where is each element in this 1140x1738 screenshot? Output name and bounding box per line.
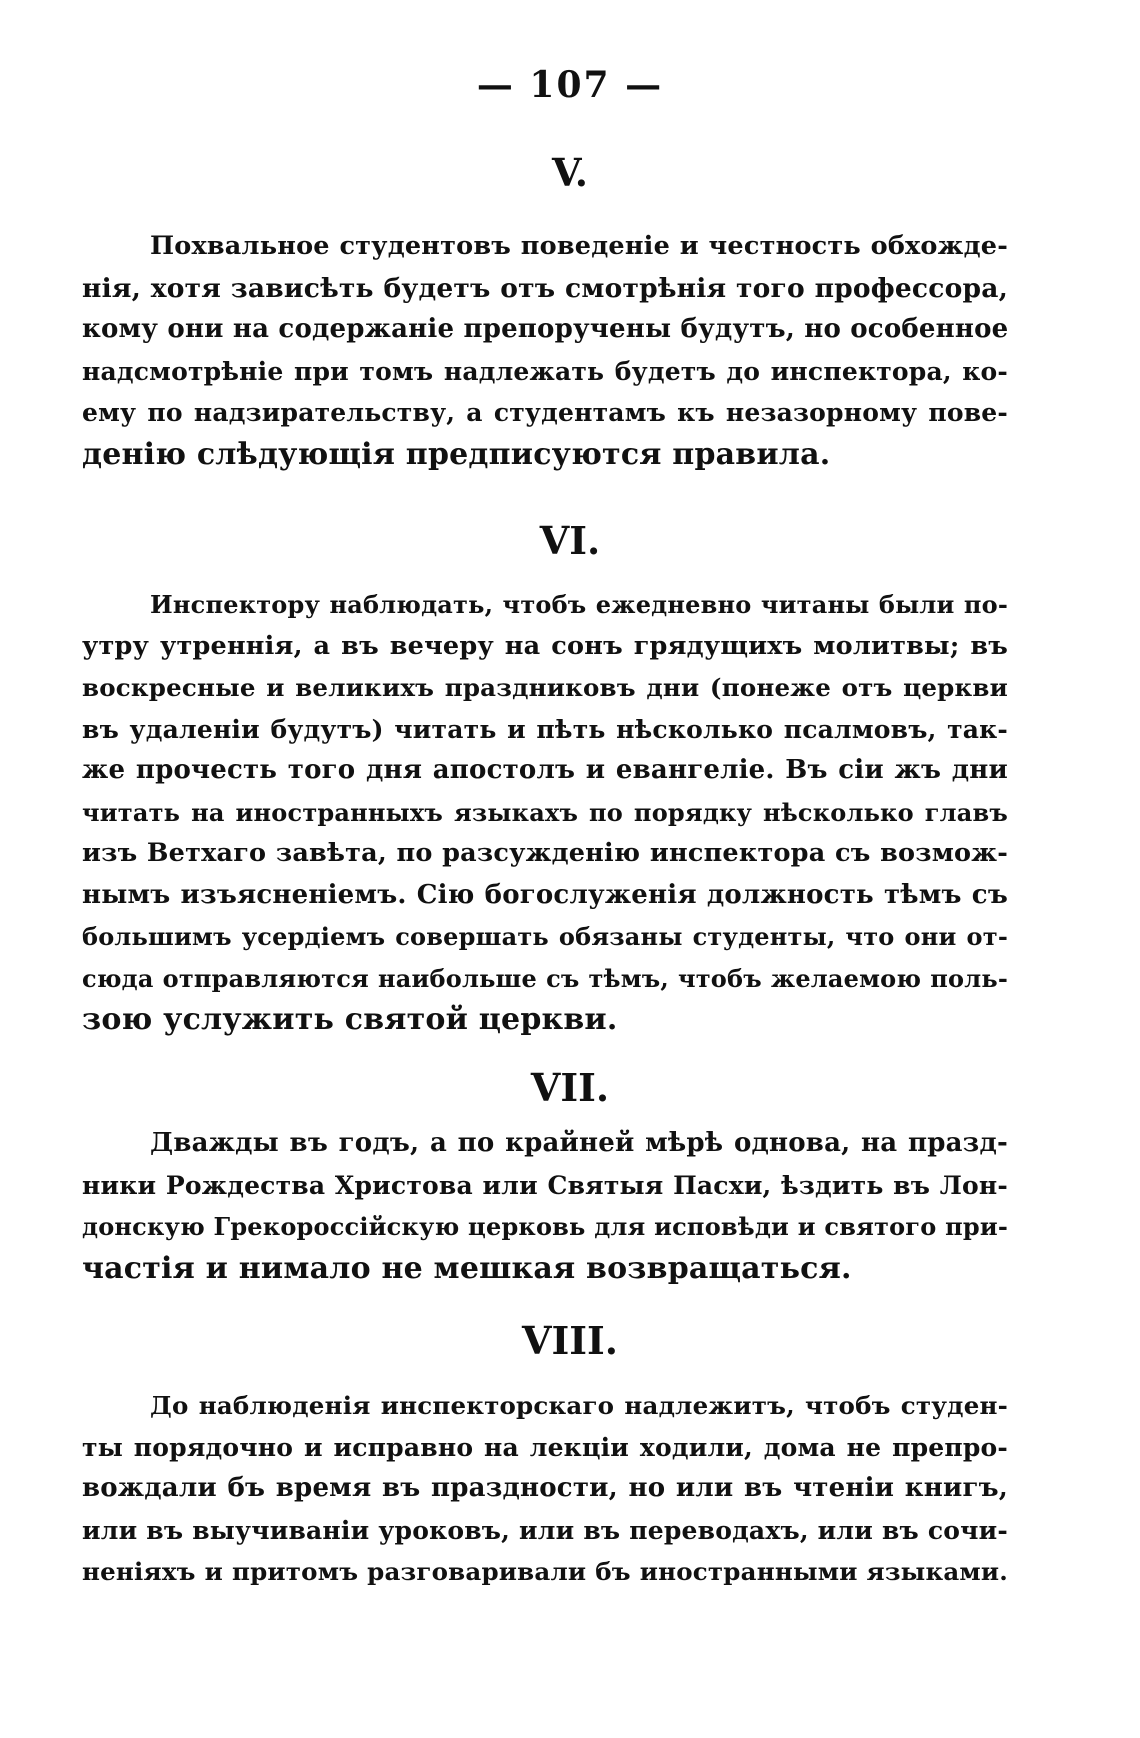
text-line: же прочесть того дня апостолъ и евангеліе. Въ сіи жъ дни xyxy=(82,755,1008,785)
text-line: частія и нимало не мешкая возвращаться. xyxy=(82,1250,852,1286)
text-line: зою услужить святой церкви. xyxy=(82,1002,618,1037)
text-line: денію слѣдующія предписуются правила. xyxy=(82,436,831,472)
text-line: воскресные и великихъ праздниковъ дни (понеже отъ церкви xyxy=(82,673,1008,702)
text-line: нымъ изъясненіемъ. Сію богослуженія должность тѣмъ съ xyxy=(82,879,1008,910)
section-heading-vii: VII. xyxy=(530,1065,610,1110)
section-vi-paragraph xyxy=(82,584,1008,1041)
text-line: ты порядочно и исправно на лекціи ходили, дома не препро- xyxy=(82,1432,1008,1462)
text-line: неніяхъ и притомъ разговаривали бъ иностранными языками. xyxy=(82,1557,1008,1586)
text-line: или въ выучиваніи уроковъ, или въ переводахъ, или въ сочи- xyxy=(82,1515,1008,1545)
text-line: ему по надзирательству, а студентамъ къ незазорному пове- xyxy=(82,398,1008,427)
page-number: — 107 — xyxy=(476,64,664,106)
text-line: ники Рождества Христова или Святыя Пасхи, ѣздить въ Лон- xyxy=(82,1170,1008,1200)
text-line: нія, хотя зависѣть будетъ отъ смотрѣнія того профессора, xyxy=(82,272,1008,304)
section-viii-paragraph xyxy=(82,1385,1008,1593)
text-line: читать на иностранныхъ языкахъ по порядку нѣсколько главъ xyxy=(82,797,1008,827)
text-line: Дважды въ годъ, а по крайней мѣрѣ однова, на празд- xyxy=(150,1128,1008,1158)
text-line: въ удаленіи будутъ) читать и пѣть нѣсколько псалмовъ, так- xyxy=(82,714,1008,744)
text-line: большимъ усердіемъ совершать обязаны студенты, что они от- xyxy=(82,922,1008,951)
text-line: вождали бъ время въ праздности, но или въ чтеніи книгъ, xyxy=(82,1473,1008,1503)
text-line: Похвальное студентовъ поведеніе и честность обхожде- xyxy=(150,231,1008,261)
text-line: Инспектору наблюдать, чтобъ ежедневно читаны были по- xyxy=(150,590,1008,619)
text-line: надсмотрѣніе при томъ надлежать будетъ до инспектора, ко- xyxy=(82,356,1008,386)
text-line: изъ Ветхаго завѣта, по разсужденію инспектора съ возмож- xyxy=(82,838,1008,868)
section-heading-viii: VIII. xyxy=(521,1318,619,1363)
text-line: До наблюденія инспекторскаго надлежитъ, чтобъ студен- xyxy=(150,1391,1008,1420)
section-v-paragraph xyxy=(82,226,1008,475)
text-line: кому они на содержаніе препоручены будутъ, но особенное xyxy=(82,314,1009,344)
section-heading-v: V. xyxy=(551,150,589,195)
section-vii-paragraph xyxy=(82,1123,1008,1289)
text-line: утру утреннія, а въ вечеру на сонъ грядущихъ молитвы; въ xyxy=(82,630,1008,661)
text-line: сюда отправляются наибольше съ тѣмъ, чтобъ желаемою поль- xyxy=(82,963,1008,993)
section-heading-vi: VI. xyxy=(539,518,601,563)
text-line: донскую Грекороссійскую церковь для исповѣди и святого при- xyxy=(82,1212,1008,1241)
